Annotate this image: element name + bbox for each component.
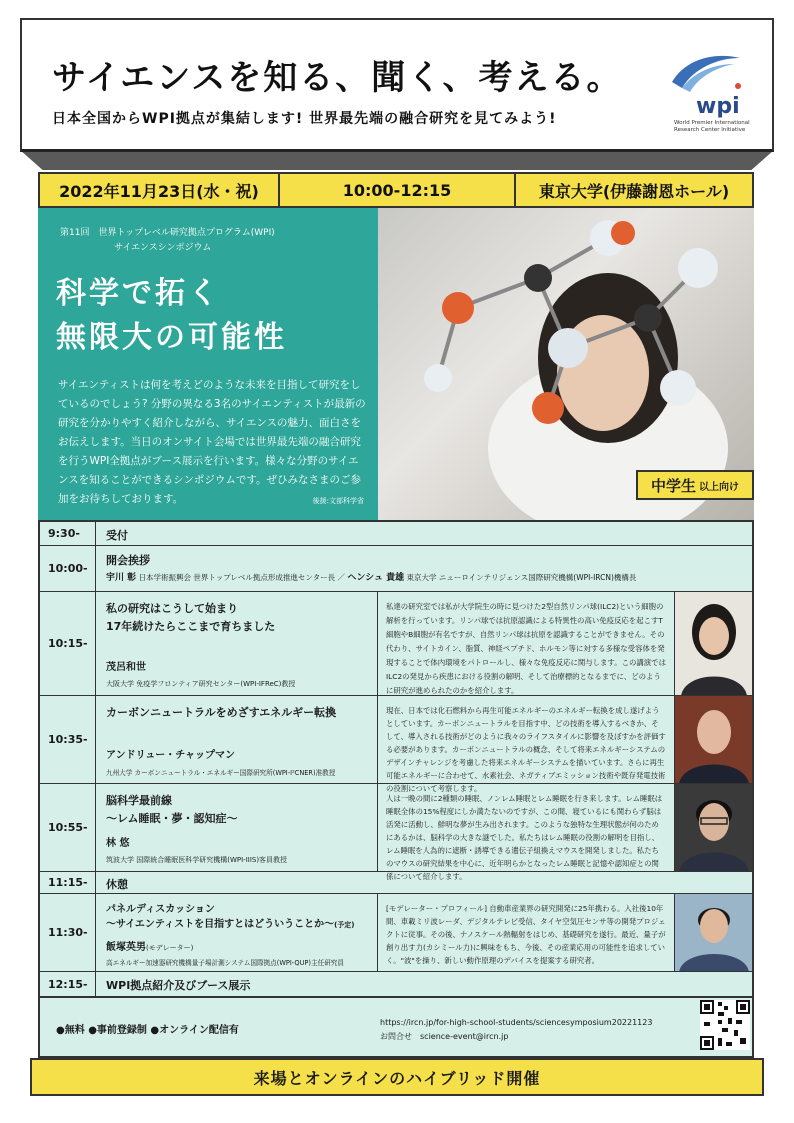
opening-speakers: 宇川 彰 日本学術振興会 世界トップレベル拠点形成推進センター長 ／ ヘンシュ 貴雄 東京大学 ニューロインテリジェンス国際研究機構(WPI-IRCN)機構長 [106,573,637,583]
qr-code-icon[interactable] [700,1000,750,1050]
header-shadow [20,150,774,170]
schedule-time: 10:55- [40,784,96,871]
session-description: [モデレーター・プロフィール] 自動車産業界の研究開発に25年携わる。入社後10年間、車載ミリ波レーダ、デジタルテレビ受信、タイヤ空気圧センサ等の開発プロジェクトに従事。その後、ナノスケール熱輻射をはじめ、基礎研究を遂行。最近、量子が創り出す力(カシミール力)に興味をもち、今後、その産業応用の可能性を追求していく。"波"を操り、新しい動作原理のデバイスを提案する研究者。 [386,904,666,965]
schedule-row [40,546,752,592]
supporter-label: 後援:文部科学省 [312,497,364,505]
schedule-time: 10:15- [40,592,96,695]
speaker-name: アンドリュー・チャップマン [106,750,235,761]
speaker-role-note: (モデレーター) [146,944,194,952]
symposium-meta-line2: サイエンスシンポジウム [114,243,212,253]
schedule-time: 10:00- [40,546,96,591]
session-title: 私の研究はこうして始まり 17年続けたらここまで育ちました [106,602,276,633]
registration-url[interactable]: https://ircn.jp/for-high-school-students/sciencesymposium20221123 [380,1018,653,1027]
main-title: サイエンスを知る、聞く、考える。 [52,58,623,98]
session-title: カーボンニュートラルをめざすエネルギー転換 [106,706,337,719]
wpi-logo-subtext: World Premier International Research Center Initiative [674,120,750,133]
qr-pattern [700,1000,750,1050]
hero-title-line2: 無限大の可能性 [56,320,287,355]
schedule-row [40,972,752,996]
speaker-name [106,938,193,953]
contact-label: お問合せ [380,1032,412,1041]
speaker-affiliation: 大阪大学 免疫学フロンティア研究センター(WPI-IFReC)教授 [106,680,296,688]
session-description: 現在、日本では化石燃料から再生可能エネルギーのエネルギー転換を成し遂げようとしています。カーボンニュートラルを目指す中、どの技術を導入するべきか、そして、導入される技術がどのように我々のライフスタイルに影響を及ぼすかを評価する必要があります。カーボンニュートラルの概念、そして将来エネルギーシステムのデザインチャレンジを考慮した将来エネルギーシステムを描いています。さらに再生可能エネルギーに合わせて、水素社会、ネガティブエミッション技術や既存発電技術の役割について考察します。 [386,706,666,793]
schedule-label: 休憩 [106,878,128,891]
schedule-row [40,522,752,546]
schedule-row [40,784,752,881]
event-time: 10:00-12:15 [280,174,516,206]
symposium-meta [60,226,275,256]
hero-description: サイエンティストは何を考えどのような未来を目指して研究をしているのでしょう? 分野の異なる3名のサイエンティストが最新の研究を分かりやすく紹介しながら、サイエンスの魅力、面白さをお伝えします。当日のオンサイト会場では世界最先端の融合研究を行うWPI全拠点がブース展示を行います。様々な分野のサイエンスを知ることができるシンポジウムです。ぜひみなさまのご参加をお待ちしております。 [58,379,366,505]
speaker-name: 宇川 彰 [106,573,137,583]
event-date: 2022年11月23日(水・祝) [40,174,280,206]
target-audience-badge [636,470,754,500]
session-title-note: (予定) [334,921,355,929]
schedule-label: 受付 [106,529,128,542]
session-title [106,902,367,933]
speaker-portrait-icon [675,592,752,695]
event-venue: 東京大学(伊藤謝恩ホール) [538,181,730,201]
schedule-label: 開会挨拶 [106,554,150,567]
schedule-time: 11:30- [40,894,96,971]
speaker-portrait-icon [675,894,752,971]
speaker-affiliation: 東京大学 ニューロインテリジェンス国際研究機構(WPI-IRCN)機構長 [406,573,637,582]
schedule-row [40,592,752,696]
sub-title: 日本全国からWPI拠点が集結します! 世界最先端の融合研究を見てみよう! [52,111,557,127]
speaker-photo [674,592,752,695]
speaker-affiliation: 筑波大学 国際統合睡眠医科学研究機構(WPI-IIIS)客員教授 [106,856,288,864]
schedule-time: 11:15- [40,872,96,893]
wpi-logo-text: wpi [696,94,740,119]
contact-email[interactable]: science-event@ircn.jp [420,1032,509,1041]
footer-contact [380,1016,652,1044]
wpi-swoosh-icon [668,48,748,98]
schedule-time: 9:30- [40,522,96,545]
target-audience-sub: 以上向け [699,481,739,493]
hero-section [38,208,754,520]
schedule-row [40,696,752,793]
schedule-table [38,520,754,998]
hero-photo [378,208,754,520]
speaker-affiliation: 日本学術振興会 世界トップレベル拠点形成推進センター長 [138,573,336,582]
schedule-label: WPI拠点紹介及びブース展示 [106,979,251,992]
speaker-name: ヘンシュ 貴雄 [347,573,405,583]
session-title: 脳科学最前線 〜レム睡眠・夢・認知症〜 [106,794,238,825]
speaker-name-text: 飯塚英男 [106,942,146,953]
event-info-bar [38,172,754,208]
schedule-row [40,894,752,972]
hero-text-panel [38,208,378,520]
session-description: 私達の研究室では私が大学院生の時に見つけた2型自然リンパ球(ILC2)という細胞の解析を行っています。リンパ球では抗原認識による特異性の高い免疫反応を起こすT細胞やB細胞が有名ですが、自然リンパ球は抗原を認識することができません。その代わり、サイトカイン、脂質、神経ペプチド、ホルモン等に対する多様な受容体を発現することで体内環境をパトロールし、様々な免疫反応に関与します。この講演ではILC2の発見から疾患における役割の解明、そして治療標的となるまでに、どのように研究が進められたのかを紹介します。 [386,602,666,695]
speaker-affiliation: 九州大学 カーボンニュートラル・エネルギー国際研究所(WPI-I²CNER)准教授 [106,769,336,777]
speaker-portrait-icon [675,696,752,783]
hybrid-event-banner: 来場とオンラインのハイブリッド開催 [30,1058,764,1096]
session-title-text: パネルディスカッション 〜サイエンティストを目指すとはどういうことか〜 [106,904,335,930]
header-card [20,18,774,152]
speaker-photo [674,894,752,971]
speaker-affiliation: 高エネルギー加速器研究機構量子場計測システム国際拠点(WPI-QUP)主任研究員 [106,959,344,967]
target-audience-main: 中学生 [650,476,696,495]
schedule-row [40,872,752,894]
symposium-meta-line1: 第11回 世界トップレベル研究拠点プログラム(WPI) [60,228,275,238]
hero-title-line1: 科学で拓く [56,276,221,311]
speaker-photo [674,696,752,783]
speaker-photo [674,784,752,871]
speaker-name: 林 悠 [106,838,130,849]
speaker-portrait-icon [675,784,752,871]
schedule-time: 12:15- [40,972,96,996]
event-features: ●無料 ●事前登録制 ●オンライン配信有 [56,1025,239,1036]
hero-title [56,272,287,360]
schedule-time: 10:35- [40,696,96,783]
wpi-logo [668,48,748,138]
session-description: 人は一晩の間に2種類の睡眠、ノンレム睡眠とレム睡眠を行き来します。レム睡眠は睡眠全体の15%程度にしか満たないのですが、この間、寝ているにも関わらず脳は活発に活動し、鮮明な夢が生み出されます。このような独特な生理状態が何のためにあるかは、脳科学の大きな謎でした。私たちはレム睡眠の役割の解明を目指し、レム睡眠を人為的に遮断・誘導できる遺伝子組換えマウスを開発しました。私たちのマウスの研究結果を中心に、近年明らかとなったレム睡眠と記憶や認知症との関係について紹介します。 [386,794,663,881]
speaker-name: 茂呂和世 [106,662,146,673]
